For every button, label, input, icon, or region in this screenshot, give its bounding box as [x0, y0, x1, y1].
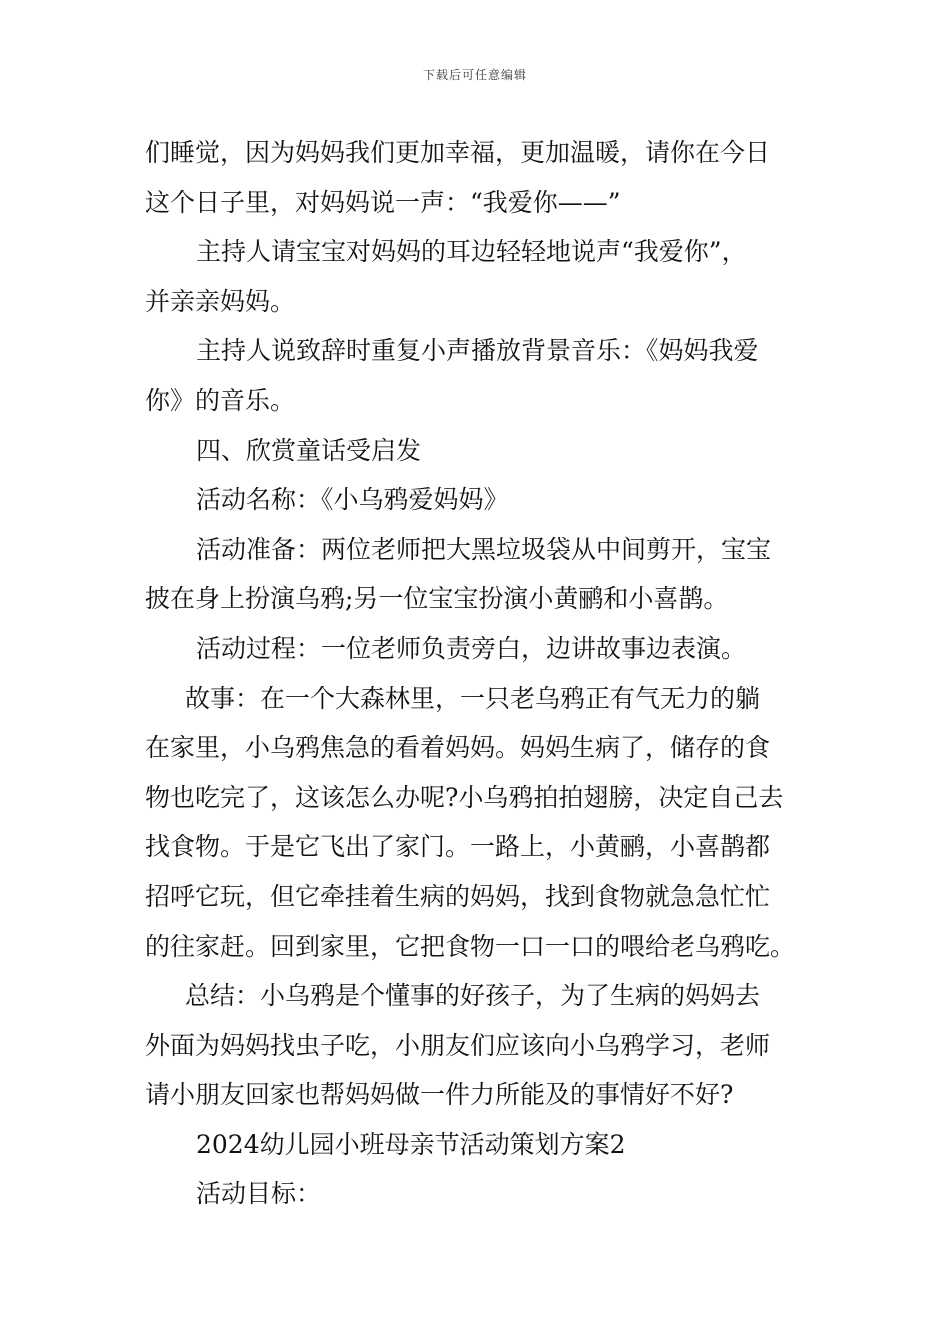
text-line: 披在身上扮演乌鸦;另一位宝宝扮演小黄鹂和小喜鹊。 [145, 584, 729, 614]
text-line: 请小朋友回家也帮妈妈做一件力所能及的事情好不好? [145, 1080, 734, 1110]
plan-title: 2024幼儿园小班母亲节活动策划方案2 [196, 1129, 626, 1159]
text-line: 物也吃完了，这该怎么办呢?小乌鸦拍拍翅膀，决定自己去 [145, 782, 784, 812]
text-line: 在家里，小乌鸦焦急的看着妈妈。妈妈生病了，储存的食 [145, 733, 771, 763]
page-header-note: 下载后可任意编辑 [422, 68, 527, 82]
text-line: 的往家赶。回到家里，它把食物一口一口的喂给老乌鸦吃。 [145, 931, 796, 961]
paragraph-start: 故事：在一个大森林里，一只老乌鸦正有气无力的躺 [185, 683, 761, 713]
text-line: 找食物。于是它飞出了家门。一路上，小黄鹂，小喜鹊都 [145, 832, 771, 862]
text-line: 们睡觉，因为妈妈我们更加幸福，更加温暖，请你在今日 [145, 138, 771, 167]
paragraph-start: 主持人说致辞时重复小声播放背景音乐：《妈妈我爱 [196, 336, 759, 366]
document-body [145, 128, 810, 1219]
section-heading: 四、欣赏童话受启发 [196, 435, 422, 465]
text-line: 并亲亲妈妈。 [145, 286, 296, 316]
section-heading: 活动目标： [196, 1179, 322, 1209]
paragraph-start: 主持人请宝宝对妈妈的耳边轻轻地说声“我爱你”， [196, 237, 747, 267]
paragraph-start: 活动准备：两位老师把大黑垃圾袋从中间剪开，宝宝 [196, 534, 772, 564]
paragraph-start: 总结：小乌鸦是个懂事的好孩子，为了生病的妈妈去 [185, 981, 761, 1011]
text-line: 外面为妈妈找虫子吃，小朋友们应该向小乌鸦学习，老师 [145, 1030, 771, 1060]
text-line: 招呼它玩，但它牵挂着生病的妈妈，找到食物就急急忙忙 [145, 881, 771, 911]
text-line: 这个日子里，对妈妈说一声：“我爱你——” [145, 187, 621, 217]
activity-name: 活动名称：《小乌鸦爱妈妈》 [196, 485, 509, 515]
text-line: 你》的音乐。 [145, 385, 296, 415]
paragraph-start: 活动过程：一位老师负责旁白，边讲故事边表演。 [196, 633, 747, 663]
